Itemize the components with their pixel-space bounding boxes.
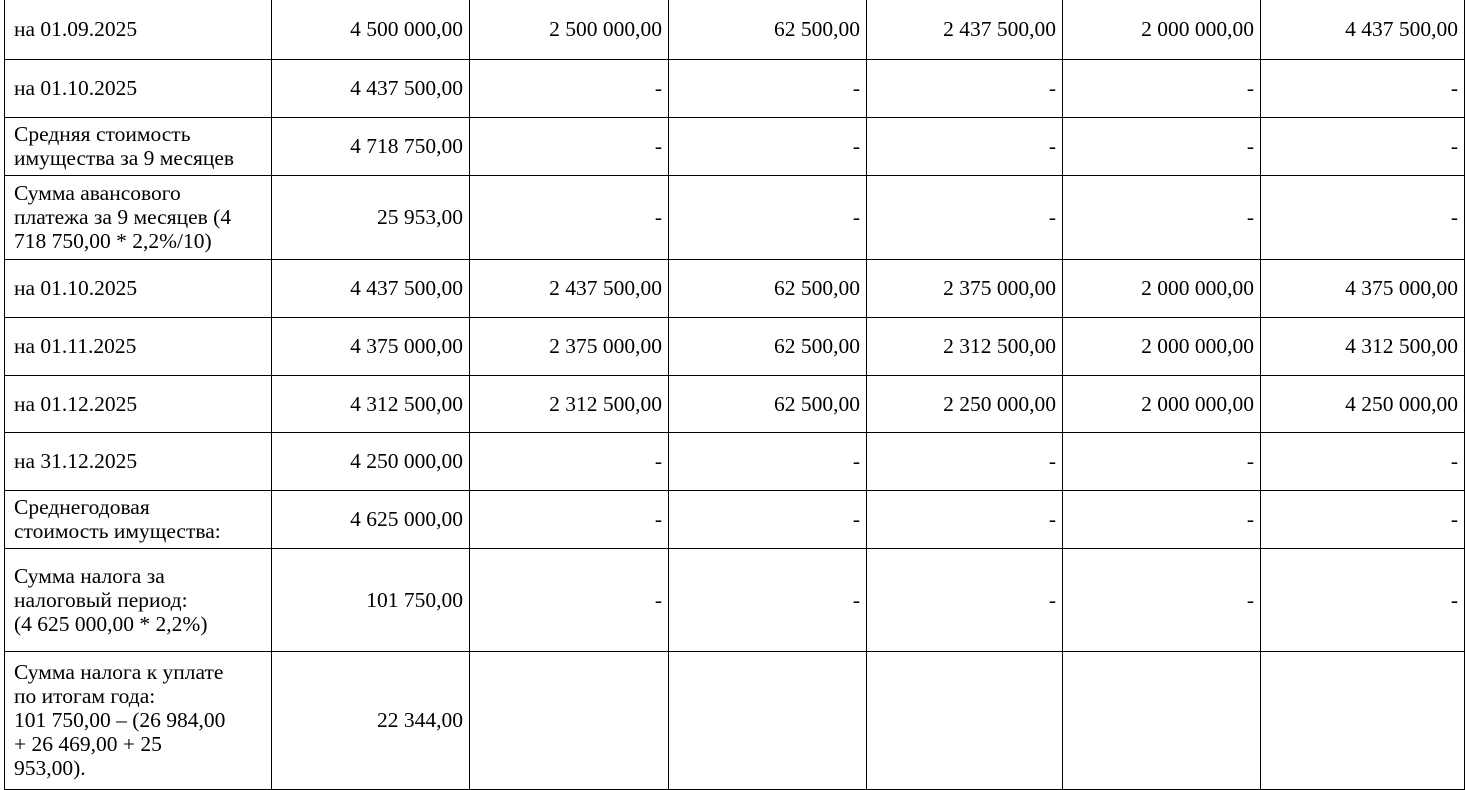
cell-value: 4 500 000,00: [272, 0, 470, 59]
cell-value: 4 312 500,00: [1261, 317, 1465, 375]
cell-value: 25 953,00: [272, 175, 470, 259]
cell-value: -: [470, 175, 669, 259]
cell-value: -: [1063, 432, 1261, 490]
cell-value: -: [669, 548, 867, 651]
cell-value: [669, 651, 867, 789]
cell-value: 4 437 500,00: [272, 259, 470, 317]
table-row: [5, 59, 1465, 117]
cell-value: 4 718 750,00: [272, 117, 470, 175]
cell-value: -: [867, 59, 1063, 117]
table-row: [5, 490, 1465, 548]
cell-value: -: [1063, 490, 1261, 548]
cell-value: 4 375 000,00: [1261, 259, 1465, 317]
row-label: Среднегодовая стоимость имущества:: [5, 490, 272, 548]
row-label: на 01.11.2025: [5, 317, 272, 375]
cell-value: 2 000 000,00: [1063, 259, 1261, 317]
cell-value: 2 375 000,00: [470, 317, 669, 375]
cell-value: 62 500,00: [669, 317, 867, 375]
cell-value: -: [470, 548, 669, 651]
cell-value: 101 750,00: [272, 548, 470, 651]
row-label: на 31.12.2025: [5, 432, 272, 490]
cell-value: 2 250 000,00: [867, 375, 1063, 432]
table-row: [5, 117, 1465, 175]
table-row: [5, 548, 1465, 651]
cell-value: 2 500 000,00: [470, 0, 669, 59]
cell-value: [470, 651, 669, 789]
cell-value: [1261, 651, 1465, 789]
cell-value: 4 375 000,00: [272, 317, 470, 375]
cell-value: -: [867, 117, 1063, 175]
cell-value: 4 250 000,00: [272, 432, 470, 490]
row-label: Сумма авансового платежа за 9 месяцев (4 718 750,00 * 2,2%/10): [5, 175, 272, 259]
cell-value: -: [867, 490, 1063, 548]
cell-value: 4 437 500,00: [272, 59, 470, 117]
cell-value: [1063, 651, 1261, 789]
cell-value: -: [1261, 490, 1465, 548]
cell-value: -: [867, 432, 1063, 490]
cell-value: -: [1063, 59, 1261, 117]
cell-value: -: [669, 490, 867, 548]
cell-value: 2 000 000,00: [1063, 375, 1261, 432]
row-label: на 01.10.2025: [5, 259, 272, 317]
cell-value: -: [669, 59, 867, 117]
cell-value: 62 500,00: [669, 375, 867, 432]
cell-value: 62 500,00: [669, 259, 867, 317]
cell-value: -: [1261, 59, 1465, 117]
cell-value: -: [470, 490, 669, 548]
cell-value: -: [470, 432, 669, 490]
cell-value: 2 312 500,00: [470, 375, 669, 432]
cell-value: 4 437 500,00: [1261, 0, 1465, 59]
cell-value: -: [1261, 175, 1465, 259]
cell-value: 4 312 500,00: [272, 375, 470, 432]
cell-value: -: [1261, 432, 1465, 490]
table-row: [5, 0, 1465, 59]
row-label: Сумма налога к уплате по итогам года: 101 750,00 – (26 984,00 + 26 469,00 + 25 953,00).: [5, 651, 272, 789]
table-row: [5, 259, 1465, 317]
cell-value: 2 375 000,00: [867, 259, 1063, 317]
cell-value: 2 312 500,00: [867, 317, 1063, 375]
cell-value: 22 344,00: [272, 651, 470, 789]
row-label: на 01.10.2025: [5, 59, 272, 117]
cell-value: -: [1063, 548, 1261, 651]
table-row: [5, 175, 1465, 259]
cell-value: -: [669, 175, 867, 259]
cell-value: 62 500,00: [669, 0, 867, 59]
tax-calculation-table: [4, 0, 1465, 790]
row-label: на 01.09.2025: [5, 0, 272, 59]
cell-value: 4 250 000,00: [1261, 375, 1465, 432]
cell-value: 4 625 000,00: [272, 490, 470, 548]
cell-value: -: [669, 432, 867, 490]
cell-value: -: [867, 175, 1063, 259]
cell-value: 2 000 000,00: [1063, 0, 1261, 59]
table-row: [5, 432, 1465, 490]
cell-value: 2 000 000,00: [1063, 317, 1261, 375]
cell-value: 2 437 500,00: [867, 0, 1063, 59]
row-label: Сумма налога за налоговый период: (4 625 000,00 * 2,2%): [5, 548, 272, 651]
cell-value: 2 437 500,00: [470, 259, 669, 317]
cell-value: -: [1261, 548, 1465, 651]
cell-value: -: [867, 548, 1063, 651]
cell-value: [867, 651, 1063, 789]
table-row: [5, 651, 1465, 789]
row-label: на 01.12.2025: [5, 375, 272, 432]
table-row: [5, 375, 1465, 432]
cell-value: -: [1261, 117, 1465, 175]
cell-value: -: [470, 59, 669, 117]
cell-value: -: [1063, 175, 1261, 259]
row-label: Средняя стоимость имущества за 9 месяцев: [5, 117, 272, 175]
table-row: [5, 317, 1465, 375]
cell-value: -: [669, 117, 867, 175]
cell-value: -: [1063, 117, 1261, 175]
cell-value: -: [470, 117, 669, 175]
